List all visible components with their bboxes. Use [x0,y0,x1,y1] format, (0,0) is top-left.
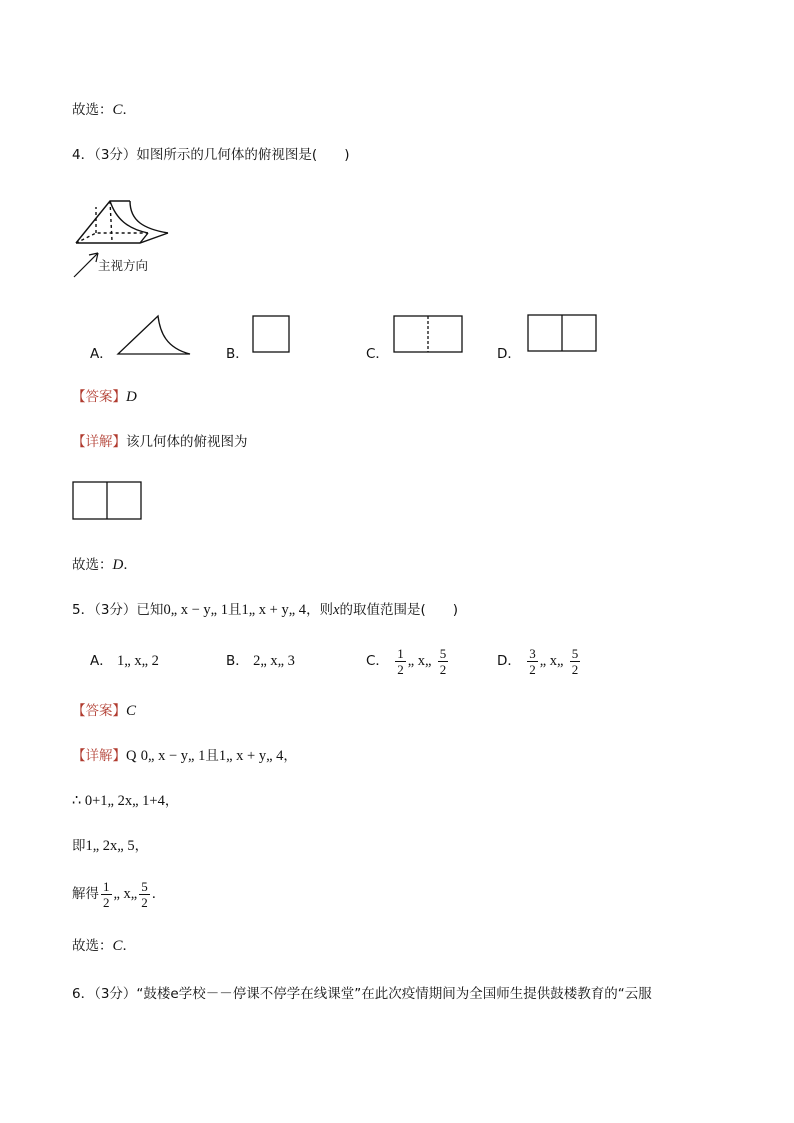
detail-text: 该几何体的俯视图为 [126,434,248,450]
final-end: ． [122,102,137,118]
option-mid: „ x„ [407,653,432,669]
final-text: 故选： [72,938,113,954]
answer-value: C [126,703,137,719]
step-mid: „ x„ [113,886,138,902]
q4-final [72,555,137,575]
final-text: 故选： [72,557,113,573]
q4-option-c-figure [393,315,465,355]
condition-2: 1„ x + y„ 4 [241,602,307,618]
q4-option-d-label: D． [497,346,521,362]
final-answer: C [112,938,123,954]
comma: ， [134,838,149,854]
condition-2: 1„ x + y„ 4 [218,748,284,764]
q4-detail-figure [72,481,144,523]
stem-post: 的取值范围是( ) [339,602,459,618]
view-direction-label: 主视方向 [98,258,149,273]
q5-step1 [72,791,178,811]
q5-option-c [366,643,450,679]
q5-step3 [72,876,165,912]
fraction: $\frac{5}{2}$ [141,878,148,910]
comma: ， [283,748,297,764]
option-label: D． [497,653,521,669]
q4-option-b-label: B． [226,346,249,362]
stem-pre: 5．（3分）已知 [72,602,164,618]
q5-option-d [497,643,582,679]
option-label: C． [366,653,389,669]
q5-final [72,936,136,956]
stem-mid: ，则 [306,602,334,618]
q5-stem [72,600,458,620]
q5-option-a [90,651,159,671]
fraction: $\frac{1}{2}$ [397,645,404,677]
condition-1: 0„ x − y„ 1 [163,602,228,618]
step-expr: ∴ 0+1„ 2x„ 1+4 [72,793,165,809]
q4-option-a-figure [116,312,196,356]
detail-and: 且 [205,748,219,764]
detail-label: 【详解】 [72,434,126,450]
q3-final [72,100,136,120]
q4-option-b-figure [252,315,292,355]
fraction: $\frac{5}{2}$ [439,645,447,677]
comma: ， [164,793,179,809]
q5-step2 [72,836,148,856]
q4-option-c-label: C． [366,346,389,362]
q5-detail [72,746,297,766]
fraction: $\frac{5}{2}$ [571,645,579,677]
q4-option-a-label: A． [90,346,113,362]
detail-because: Q [126,748,137,764]
stem-var: x [333,602,340,618]
answer-label: 【答案】 [72,703,126,719]
period: ． [151,886,166,902]
final-text: 故选： [72,102,113,118]
final-answer: D [112,557,124,573]
final-end: ． [123,557,137,573]
q5-answer [72,701,136,721]
q4-detail [72,432,248,452]
step-pre: 即 [72,838,86,854]
q4-stem: 4．（3分）如图所示的几何体的俯视图是( ) [72,147,350,163]
fraction: $\frac{3}{2}$ [529,645,536,677]
stem-and: 且 [228,602,242,618]
option-expr: 1„ x„ 2 [117,653,159,669]
final-answer: C [112,102,123,118]
answer-value: D [126,389,137,405]
option-mid: „ x„ [539,653,564,669]
final-end: ． [122,938,137,954]
fraction: $\frac{1}{2}$ [103,878,110,910]
q4-option-d-figure [527,314,599,354]
option-label: B． [226,653,249,669]
q6-stem: 6．（3分）“鼓楼e学校－－停课不停学在线课堂”在此次疫情期间为全国师生提供鼓楼教育的“云服 [72,986,652,1002]
q5-option-b [226,651,295,671]
step-expr: 1„ 2x„ 5 [85,838,135,854]
detail-label: 【详解】 [72,748,126,764]
answer-label: 【答案】 [72,389,126,405]
option-label: A． [90,653,113,669]
step-pre: 解得 [72,886,99,902]
option-expr: 2„ x„ 3 [253,653,295,669]
q4-answer [72,387,137,407]
condition-1: 0„ x − y„ 1 [140,748,206,764]
